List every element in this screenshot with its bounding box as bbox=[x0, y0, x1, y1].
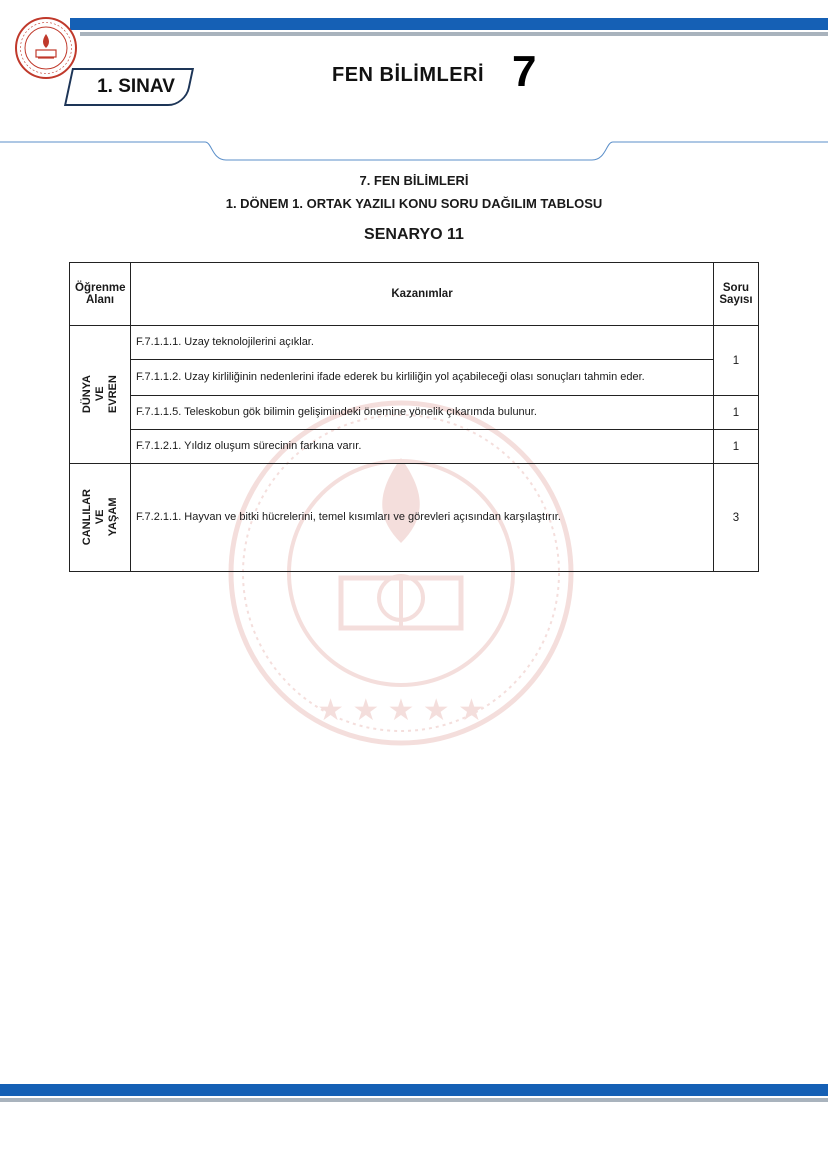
outcome-cell: F.7.2.1.1. Hayvan ve bitki hücrelerini, temel kısımları ve görevleri açısından karşılaştırır. bbox=[131, 464, 714, 572]
svg-text:★ ★ ★ ★ ★: ★ ★ ★ ★ ★ bbox=[317, 694, 485, 727]
bottom-grey-bar bbox=[0, 1098, 828, 1102]
doc-title-line: 1. DÖNEM 1. ORTAK YAZILI KONU SORU DAĞILIM TABLOSU bbox=[225, 196, 603, 211]
area-cell-dunya bbox=[70, 326, 131, 464]
table-row bbox=[70, 464, 759, 572]
count-cell: 1 bbox=[714, 396, 759, 430]
area-label-dunya: DÜNYA VE EVREN bbox=[80, 375, 119, 414]
header-area: Öğrenme Alanı bbox=[70, 263, 131, 326]
count-cell: 1 bbox=[714, 326, 759, 396]
meb-logo-icon bbox=[14, 16, 78, 80]
count-cell: 3 bbox=[714, 464, 759, 572]
table-row bbox=[70, 396, 759, 430]
scenario-title: SENARYO 11 bbox=[364, 226, 464, 243]
top-blue-bar bbox=[70, 18, 828, 30]
area-label-canlilar: CANLILAR VE YAŞAM bbox=[80, 489, 119, 546]
table-row bbox=[70, 326, 759, 360]
outcome-cell: F.7.1.1.1. Uzay teknolojilerini açıklar. bbox=[131, 326, 714, 360]
table-row bbox=[70, 360, 759, 396]
header-divider bbox=[0, 136, 828, 166]
header-count: Soru Sayısı bbox=[714, 263, 759, 326]
count-cell: 1 bbox=[714, 430, 759, 464]
grade-number: 7 bbox=[512, 47, 537, 96]
subject-title: FEN BİLİMLERİ bbox=[332, 64, 485, 86]
area-cell-canlilar bbox=[70, 464, 131, 572]
distribution-table bbox=[69, 262, 759, 572]
outcome-cell: F.7.1.1.5. Teleskobun gök bilimin gelişimindeki önemine yönelik çıkarımda bulunur. bbox=[131, 396, 714, 430]
table-header-row bbox=[70, 263, 759, 326]
doc-subject-line: 7. FEN BİLİMLERİ bbox=[359, 173, 469, 188]
top-grey-bar bbox=[80, 32, 828, 36]
outcome-cell: F.7.1.1.2. Uzay kirliliğinin nedenlerini ifade ederek bu kirliliğin yol açabileceği olası sonuçları tahmin eder. bbox=[131, 360, 714, 396]
header-outcomes: Kazanımlar bbox=[131, 263, 714, 326]
table-row bbox=[70, 430, 759, 464]
bottom-blue-bar bbox=[0, 1084, 828, 1096]
exam-label: 1. SINAV bbox=[97, 76, 175, 97]
outcome-cell: F.7.1.2.1. Yıldız oluşum sürecinin farkına varır. bbox=[131, 430, 714, 464]
